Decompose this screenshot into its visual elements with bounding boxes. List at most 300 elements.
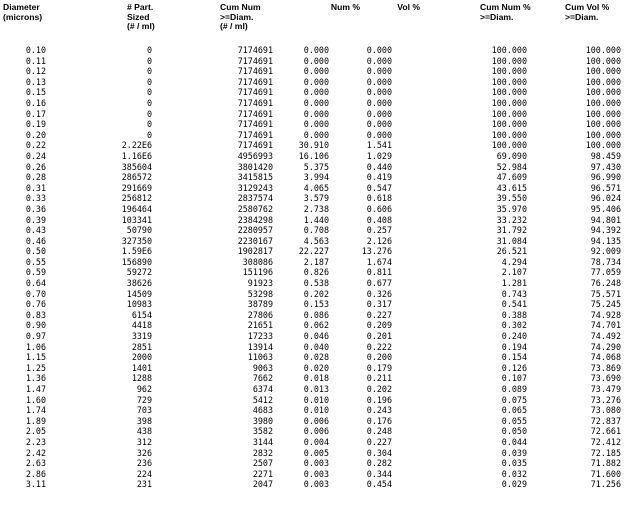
vol-pct-cell: 0.211 [366, 373, 392, 384]
particles-sized-cell: 385604 [121, 161, 152, 172]
table-row [0, 246, 636, 257]
particles-sized-cell: 2.22E6 [121, 140, 152, 151]
cum-num-pct-cell: 100.000 [491, 55, 527, 66]
cum-vol-pct-cell: 72.837 [590, 415, 621, 426]
vol-pct-cell: 0.179 [366, 362, 392, 373]
diameter-cell: 3.11 [25, 479, 46, 490]
num-pct-cell: 0.202 [303, 288, 329, 299]
cum-vol-pct-cell: 71.882 [590, 458, 621, 469]
cum-num-cell: 3129243 [237, 182, 273, 193]
diameter-cell: 0.16 [25, 97, 46, 108]
diameter-cell: 0.83 [25, 309, 46, 320]
cum-vol-pct-cell: 73.479 [590, 384, 621, 394]
vol-pct-cell: 0.000 [366, 66, 392, 77]
num-pct-cell: 0.826 [303, 267, 329, 278]
vol-pct-cell: 1.674 [366, 256, 392, 267]
num-pct-cell: 0.000 [303, 97, 329, 108]
diameter-cell: 0.31 [25, 182, 46, 193]
particles-sized-cell: 3319 [131, 331, 152, 342]
cum-vol-pct-cell: 75.571 [590, 288, 621, 299]
cum-num-cell: 11063 [247, 352, 273, 363]
cum-num-cell: 7174691 [237, 108, 273, 119]
vol-pct-cell: 0.000 [366, 76, 392, 87]
cum-vol-pct-cell: 74.701 [590, 320, 621, 331]
diameter-cell: 0.76 [25, 299, 46, 310]
diameter-cell: 1.47 [25, 384, 46, 394]
num-pct-cell: 4.065 [303, 182, 329, 193]
particles-sized-cell: 38626 [126, 278, 152, 289]
cum-vol-pct-cell: 100.000 [585, 87, 621, 98]
vol-pct-cell: 0.326 [366, 288, 392, 299]
diameter-cell: 0.15 [25, 87, 46, 98]
cum-num-pct-cell: 0.154 [501, 352, 527, 363]
num-pct-cell: 0.004 [303, 436, 329, 447]
cum-num-cell: 7174691 [237, 55, 273, 66]
num-pct-cell: 0.000 [303, 76, 329, 87]
cum-num-pct-cell: 0.107 [501, 373, 527, 384]
vol-pct-cell: 13.276 [361, 246, 392, 257]
vol-pct-cell: 0.227 [366, 309, 392, 320]
header-particles-sized: # Part. Sized (# / ml) [127, 2, 155, 32]
table-row [0, 204, 636, 215]
cum-num-cell: 4683 [252, 405, 273, 416]
cum-vol-pct-cell: 95.406 [590, 203, 621, 214]
particles-sized-cell: 224 [136, 468, 152, 479]
cum-num-pct-cell: 52.984 [496, 161, 527, 172]
table-row [0, 310, 636, 321]
table-row [0, 98, 636, 109]
diameter-cell: 1.15 [25, 352, 46, 363]
cum-vol-pct-cell: 73.869 [590, 362, 621, 373]
cum-vol-pct-cell: 75.245 [590, 299, 621, 310]
cum-num-cell: 27806 [247, 309, 273, 320]
vol-pct-cell: 0.202 [366, 384, 392, 394]
num-pct-cell: 30.910 [298, 140, 329, 151]
cum-num-pct-cell: 100.000 [491, 119, 527, 130]
table-row [0, 416, 636, 427]
cum-num-pct-cell: 26.521 [496, 246, 527, 257]
num-pct-cell: 0.020 [303, 362, 329, 373]
cum-num-cell: 7174691 [237, 97, 273, 108]
num-pct-cell: 0.062 [303, 320, 329, 331]
diameter-cell: 2.42 [25, 447, 46, 458]
cum-vol-pct-cell: 76.248 [590, 278, 621, 289]
table-row [0, 384, 636, 395]
cum-num-pct-cell: 0.035 [501, 458, 527, 469]
num-pct-cell: 16.106 [298, 150, 329, 161]
cum-vol-pct-cell: 92.009 [590, 246, 621, 257]
particles-sized-cell: 0 [146, 87, 152, 98]
diameter-cell: 0.13 [25, 76, 46, 87]
particles-sized-cell: 0 [146, 66, 152, 77]
vol-pct-cell: 0.304 [366, 447, 392, 458]
vol-pct-cell: 1.541 [366, 140, 392, 151]
header-vol-pct: Vol % [397, 2, 420, 12]
num-pct-cell: 3.579 [303, 193, 329, 204]
table-row [0, 119, 636, 130]
table-row [0, 320, 636, 331]
cum-num-cell: 2507 [252, 458, 273, 469]
cum-num-cell: 3801420 [237, 161, 273, 172]
cum-num-pct-cell: 100.000 [491, 129, 527, 140]
particles-sized-cell: 2000 [131, 352, 152, 363]
vol-pct-cell: 2.126 [366, 235, 392, 246]
cum-num-cell: 1902817 [237, 246, 273, 257]
table-row [0, 342, 636, 353]
table-row [0, 56, 636, 67]
cum-vol-pct-cell: 72.661 [590, 426, 621, 437]
cum-vol-pct-cell: 94.135 [590, 235, 621, 246]
vol-pct-cell: 0.000 [366, 45, 392, 55]
cum-num-pct-cell: 0.039 [501, 447, 527, 458]
cum-vol-pct-cell: 74.068 [590, 352, 621, 363]
particles-sized-cell: 0 [146, 119, 152, 130]
cum-num-cell: 3582 [252, 426, 273, 437]
num-pct-cell: 4.563 [303, 235, 329, 246]
diameter-cell: 2.05 [25, 426, 46, 437]
vol-pct-cell: 0.000 [366, 119, 392, 130]
cum-vol-pct-cell: 100.000 [585, 108, 621, 119]
particles-sized-cell: 256812 [121, 193, 152, 204]
num-pct-cell: 0.003 [303, 479, 329, 490]
num-pct-cell: 0.005 [303, 447, 329, 458]
diameter-cell: 0.39 [25, 214, 46, 225]
num-pct-cell: 0.000 [303, 119, 329, 130]
cum-vol-pct-cell: 74.928 [590, 309, 621, 320]
cum-num-pct-cell: 0.075 [501, 394, 527, 405]
cum-num-pct-cell: 100.000 [491, 66, 527, 77]
table-row [0, 405, 636, 416]
cum-num-pct-cell: 31.792 [496, 225, 527, 236]
cum-vol-pct-cell: 96.024 [590, 193, 621, 204]
table-row [0, 172, 636, 183]
cum-num-pct-cell: 100.000 [491, 97, 527, 108]
num-pct-cell: 0.000 [303, 87, 329, 98]
cum-num-cell: 4956993 [237, 150, 273, 161]
cum-num-pct-cell: 100.000 [491, 45, 527, 55]
cum-num-pct-cell: 0.029 [501, 479, 527, 490]
cum-num-cell: 38789 [247, 299, 273, 310]
table-row [0, 151, 636, 162]
particles-sized-cell: 0 [146, 129, 152, 140]
cum-vol-pct-cell: 73.690 [590, 373, 621, 384]
table-row [0, 140, 636, 151]
num-pct-cell: 0.003 [303, 458, 329, 469]
vol-pct-cell: 0.344 [366, 468, 392, 479]
table-row [0, 395, 636, 406]
particles-sized-cell: 438 [136, 426, 152, 437]
particles-sized-cell: 103341 [121, 214, 152, 225]
cum-num-pct-cell: 0.194 [501, 341, 527, 352]
vol-pct-cell: 0.000 [366, 55, 392, 66]
cum-vol-pct-cell: 74.492 [590, 331, 621, 342]
num-pct-cell: 2.187 [303, 256, 329, 267]
diameter-cell: 0.10 [25, 45, 46, 55]
cum-num-cell: 3144 [252, 436, 273, 447]
particles-sized-cell: 1401 [131, 362, 152, 373]
num-pct-cell: 5.375 [303, 161, 329, 172]
table-row [0, 278, 636, 289]
num-pct-cell: 0.153 [303, 299, 329, 310]
cum-vol-pct-cell: 72.412 [590, 436, 621, 447]
vol-pct-cell: 0.196 [366, 394, 392, 405]
cum-num-cell: 3980 [252, 415, 273, 426]
num-pct-cell: 0.006 [303, 415, 329, 426]
particles-sized-cell: 4418 [131, 320, 152, 331]
cum-vol-pct-cell: 100.000 [585, 66, 621, 77]
particles-sized-cell: 729 [136, 394, 152, 405]
diameter-cell: 0.59 [25, 267, 46, 278]
num-pct-cell: 0.010 [303, 394, 329, 405]
vol-pct-cell: 0.618 [366, 193, 392, 204]
cum-num-cell: 6374 [252, 384, 273, 394]
vol-pct-cell: 0.209 [366, 320, 392, 331]
cum-num-cell: 53298 [247, 288, 273, 299]
table-row [0, 162, 636, 173]
particles-sized-cell: 327350 [121, 235, 152, 246]
cum-num-cell: 7174691 [237, 119, 273, 130]
cum-num-pct-cell: 31.084 [496, 235, 527, 246]
diameter-cell: 1.89 [25, 415, 46, 426]
table-row [0, 45, 636, 56]
diameter-cell: 1.36 [25, 373, 46, 384]
particles-sized-cell: 196464 [121, 203, 152, 214]
cum-vol-pct-cell: 72.185 [590, 447, 621, 458]
num-pct-cell: 0.003 [303, 468, 329, 479]
cum-num-cell: 308086 [242, 256, 273, 267]
table-row [0, 437, 636, 448]
cum-num-pct-cell: 39.550 [496, 193, 527, 204]
diameter-cell: 2.23 [25, 436, 46, 447]
table-row [0, 215, 636, 226]
vol-pct-cell: 0.408 [366, 214, 392, 225]
vol-pct-cell: 0.454 [366, 479, 392, 490]
diameter-cell: 0.26 [25, 161, 46, 172]
cum-num-cell: 2230167 [237, 235, 273, 246]
vol-pct-cell: 0.176 [366, 415, 392, 426]
cum-num-pct-cell: 35.970 [496, 203, 527, 214]
table-row [0, 77, 636, 88]
cum-num-cell: 3415815 [237, 172, 273, 183]
vol-pct-cell: 0.000 [366, 129, 392, 140]
cum-num-pct-cell: 0.240 [501, 331, 527, 342]
diameter-cell: 0.12 [25, 66, 46, 77]
diameter-cell: 0.64 [25, 278, 46, 289]
num-pct-cell: 3.994 [303, 172, 329, 183]
cum-num-cell: 9063 [252, 362, 273, 373]
cum-vol-pct-cell: 100.000 [585, 45, 621, 55]
diameter-cell: 1.74 [25, 405, 46, 416]
cum-num-pct-cell: 1.281 [501, 278, 527, 289]
table-row [0, 130, 636, 141]
particles-sized-cell: 10983 [126, 299, 152, 310]
cum-num-cell: 17233 [247, 331, 273, 342]
cum-num-cell: 13914 [247, 341, 273, 352]
vol-pct-cell: 0.000 [366, 97, 392, 108]
particles-sized-cell: 286572 [121, 172, 152, 183]
num-pct-cell: 1.440 [303, 214, 329, 225]
cum-num-cell: 2280957 [237, 225, 273, 236]
cum-num-pct-cell: 0.743 [501, 288, 527, 299]
cum-num-cell: 2580762 [237, 203, 273, 214]
particles-sized-cell: 0 [146, 45, 152, 55]
num-pct-cell: 0.028 [303, 352, 329, 363]
particles-sized-cell: 156890 [121, 256, 152, 267]
diameter-cell: 0.50 [25, 246, 46, 257]
num-pct-cell: 0.538 [303, 278, 329, 289]
table-row [0, 469, 636, 480]
table-row [0, 225, 636, 236]
diameter-cell: 0.43 [25, 225, 46, 236]
cum-num-cell: 2271 [252, 468, 273, 479]
table-row [0, 66, 636, 77]
diameter-cell: 1.25 [25, 362, 46, 373]
diameter-cell: 2.86 [25, 468, 46, 479]
cum-vol-pct-cell: 100.000 [585, 55, 621, 66]
cum-vol-pct-cell: 71.600 [590, 468, 621, 479]
cum-num-pct-cell: 0.050 [501, 426, 527, 437]
particles-sized-cell: 962 [136, 384, 152, 394]
num-pct-cell: 0.708 [303, 225, 329, 236]
particles-sized-cell: 59272 [126, 267, 152, 278]
diameter-cell: 0.55 [25, 256, 46, 267]
particles-sized-cell: 312 [136, 436, 152, 447]
cum-num-pct-cell: 100.000 [491, 87, 527, 98]
header-num-pct: Num % [330, 2, 360, 12]
cum-vol-pct-cell: 100.000 [585, 140, 621, 151]
particles-sized-cell: 326 [136, 447, 152, 458]
cum-vol-pct-cell: 100.000 [585, 129, 621, 140]
table-row [0, 236, 636, 247]
table-body [0, 45, 636, 490]
cum-num-cell: 2837574 [237, 193, 273, 204]
cum-num-pct-cell: 0.032 [501, 468, 527, 479]
vol-pct-cell: 0.222 [366, 341, 392, 352]
vol-pct-cell: 0.248 [366, 426, 392, 437]
cum-num-pct-cell: 0.044 [501, 436, 527, 447]
cum-vol-pct-cell: 73.080 [590, 405, 621, 416]
vol-pct-cell: 0.000 [366, 108, 392, 119]
particles-sized-cell: 1.16E6 [121, 150, 152, 161]
particles-sized-cell: 1.59E6 [121, 246, 152, 257]
table-row [0, 109, 636, 120]
vol-pct-cell: 0.317 [366, 299, 392, 310]
particles-sized-cell: 231 [136, 479, 152, 490]
cum-num-cell: 2832 [252, 447, 273, 458]
num-pct-cell: 0.000 [303, 55, 329, 66]
diameter-cell: 0.19 [25, 119, 46, 130]
vol-pct-cell: 0.419 [366, 172, 392, 183]
cum-num-pct-cell: 33.232 [496, 214, 527, 225]
cum-num-cell: 7174691 [237, 45, 273, 55]
cum-num-pct-cell: 4.294 [501, 256, 527, 267]
cum-num-pct-cell: 0.388 [501, 309, 527, 320]
cum-vol-pct-cell: 100.000 [585, 97, 621, 108]
table-row [0, 426, 636, 437]
table-row [0, 193, 636, 204]
vol-pct-cell: 0.282 [366, 458, 392, 469]
particles-sized-cell: 0 [146, 55, 152, 66]
particles-sized-cell: 398 [136, 415, 152, 426]
num-pct-cell: 0.046 [303, 331, 329, 342]
vol-pct-cell: 0.227 [366, 436, 392, 447]
cum-num-pct-cell: 0.302 [501, 320, 527, 331]
diameter-cell: 0.20 [25, 129, 46, 140]
cum-vol-pct-cell: 73.276 [590, 394, 621, 405]
cum-num-cell: 7174691 [237, 76, 273, 87]
cum-num-cell: 2047 [252, 479, 273, 490]
num-pct-cell: 0.018 [303, 373, 329, 384]
cum-num-cell: 7174691 [237, 140, 273, 151]
particles-sized-cell: 1288 [131, 373, 152, 384]
diameter-cell: 0.11 [25, 55, 46, 66]
diameter-cell: 0.33 [25, 193, 46, 204]
particles-sized-cell: 0 [146, 97, 152, 108]
diameter-cell: 0.22 [25, 140, 46, 151]
cum-num-pct-cell: 100.000 [491, 108, 527, 119]
particles-sized-cell: 6154 [131, 309, 152, 320]
cum-vol-pct-cell: 100.000 [585, 76, 621, 87]
cum-num-pct-cell: 43.615 [496, 182, 527, 193]
vol-pct-cell: 0.201 [366, 331, 392, 342]
num-pct-cell: 2.738 [303, 203, 329, 214]
num-pct-cell: 0.000 [303, 66, 329, 77]
cum-num-cell: 7174691 [237, 129, 273, 140]
cum-num-pct-cell: 0.065 [501, 405, 527, 416]
cum-num-pct-cell: 0.541 [501, 299, 527, 310]
diameter-cell: 0.46 [25, 235, 46, 246]
particles-sized-cell: 2851 [131, 341, 152, 352]
particles-sized-cell: 50790 [126, 225, 152, 236]
header-cum-num-pct: Cum Num % >=Diam. [480, 2, 531, 22]
num-pct-cell: 0.000 [303, 45, 329, 55]
diameter-cell: 0.97 [25, 331, 46, 342]
cum-num-pct-cell: 2.107 [501, 267, 527, 278]
cum-num-cell: 151196 [242, 267, 273, 278]
cum-vol-pct-cell: 98.459 [590, 150, 621, 161]
table-row [0, 267, 636, 278]
diameter-cell: 1.06 [25, 341, 46, 352]
vol-pct-cell: 0.440 [366, 161, 392, 172]
header-cum-vol-pct: Cum Vol % >=Diam. [565, 2, 610, 22]
num-pct-cell: 22.227 [298, 246, 329, 257]
cum-num-cell: 7662 [252, 373, 273, 384]
cum-vol-pct-cell: 96.990 [590, 172, 621, 183]
vol-pct-cell: 0.200 [366, 352, 392, 363]
cum-vol-pct-cell: 78.734 [590, 256, 621, 267]
diameter-cell: 0.90 [25, 320, 46, 331]
particles-sized-cell: 0 [146, 108, 152, 119]
diameter-cell: 1.60 [25, 394, 46, 405]
num-pct-cell: 0.013 [303, 384, 329, 394]
table-row [0, 299, 636, 310]
num-pct-cell: 0.010 [303, 405, 329, 416]
cum-vol-pct-cell: 100.000 [585, 119, 621, 130]
cum-num-cell: 7174691 [237, 66, 273, 77]
cum-num-pct-cell: 100.000 [491, 140, 527, 151]
cum-vol-pct-cell: 77.059 [590, 267, 621, 278]
num-pct-cell: 0.000 [303, 108, 329, 119]
particles-sized-cell: 703 [136, 405, 152, 416]
cum-vol-pct-cell: 71.256 [590, 479, 621, 490]
vol-pct-cell: 0.243 [366, 405, 392, 416]
particles-sized-cell: 291669 [121, 182, 152, 193]
vol-pct-cell: 0.000 [366, 87, 392, 98]
cum-num-pct-cell: 0.089 [501, 384, 527, 394]
vol-pct-cell: 0.677 [366, 278, 392, 289]
cum-vol-pct-cell: 94.392 [590, 225, 621, 236]
cum-num-pct-cell: 47.609 [496, 172, 527, 183]
